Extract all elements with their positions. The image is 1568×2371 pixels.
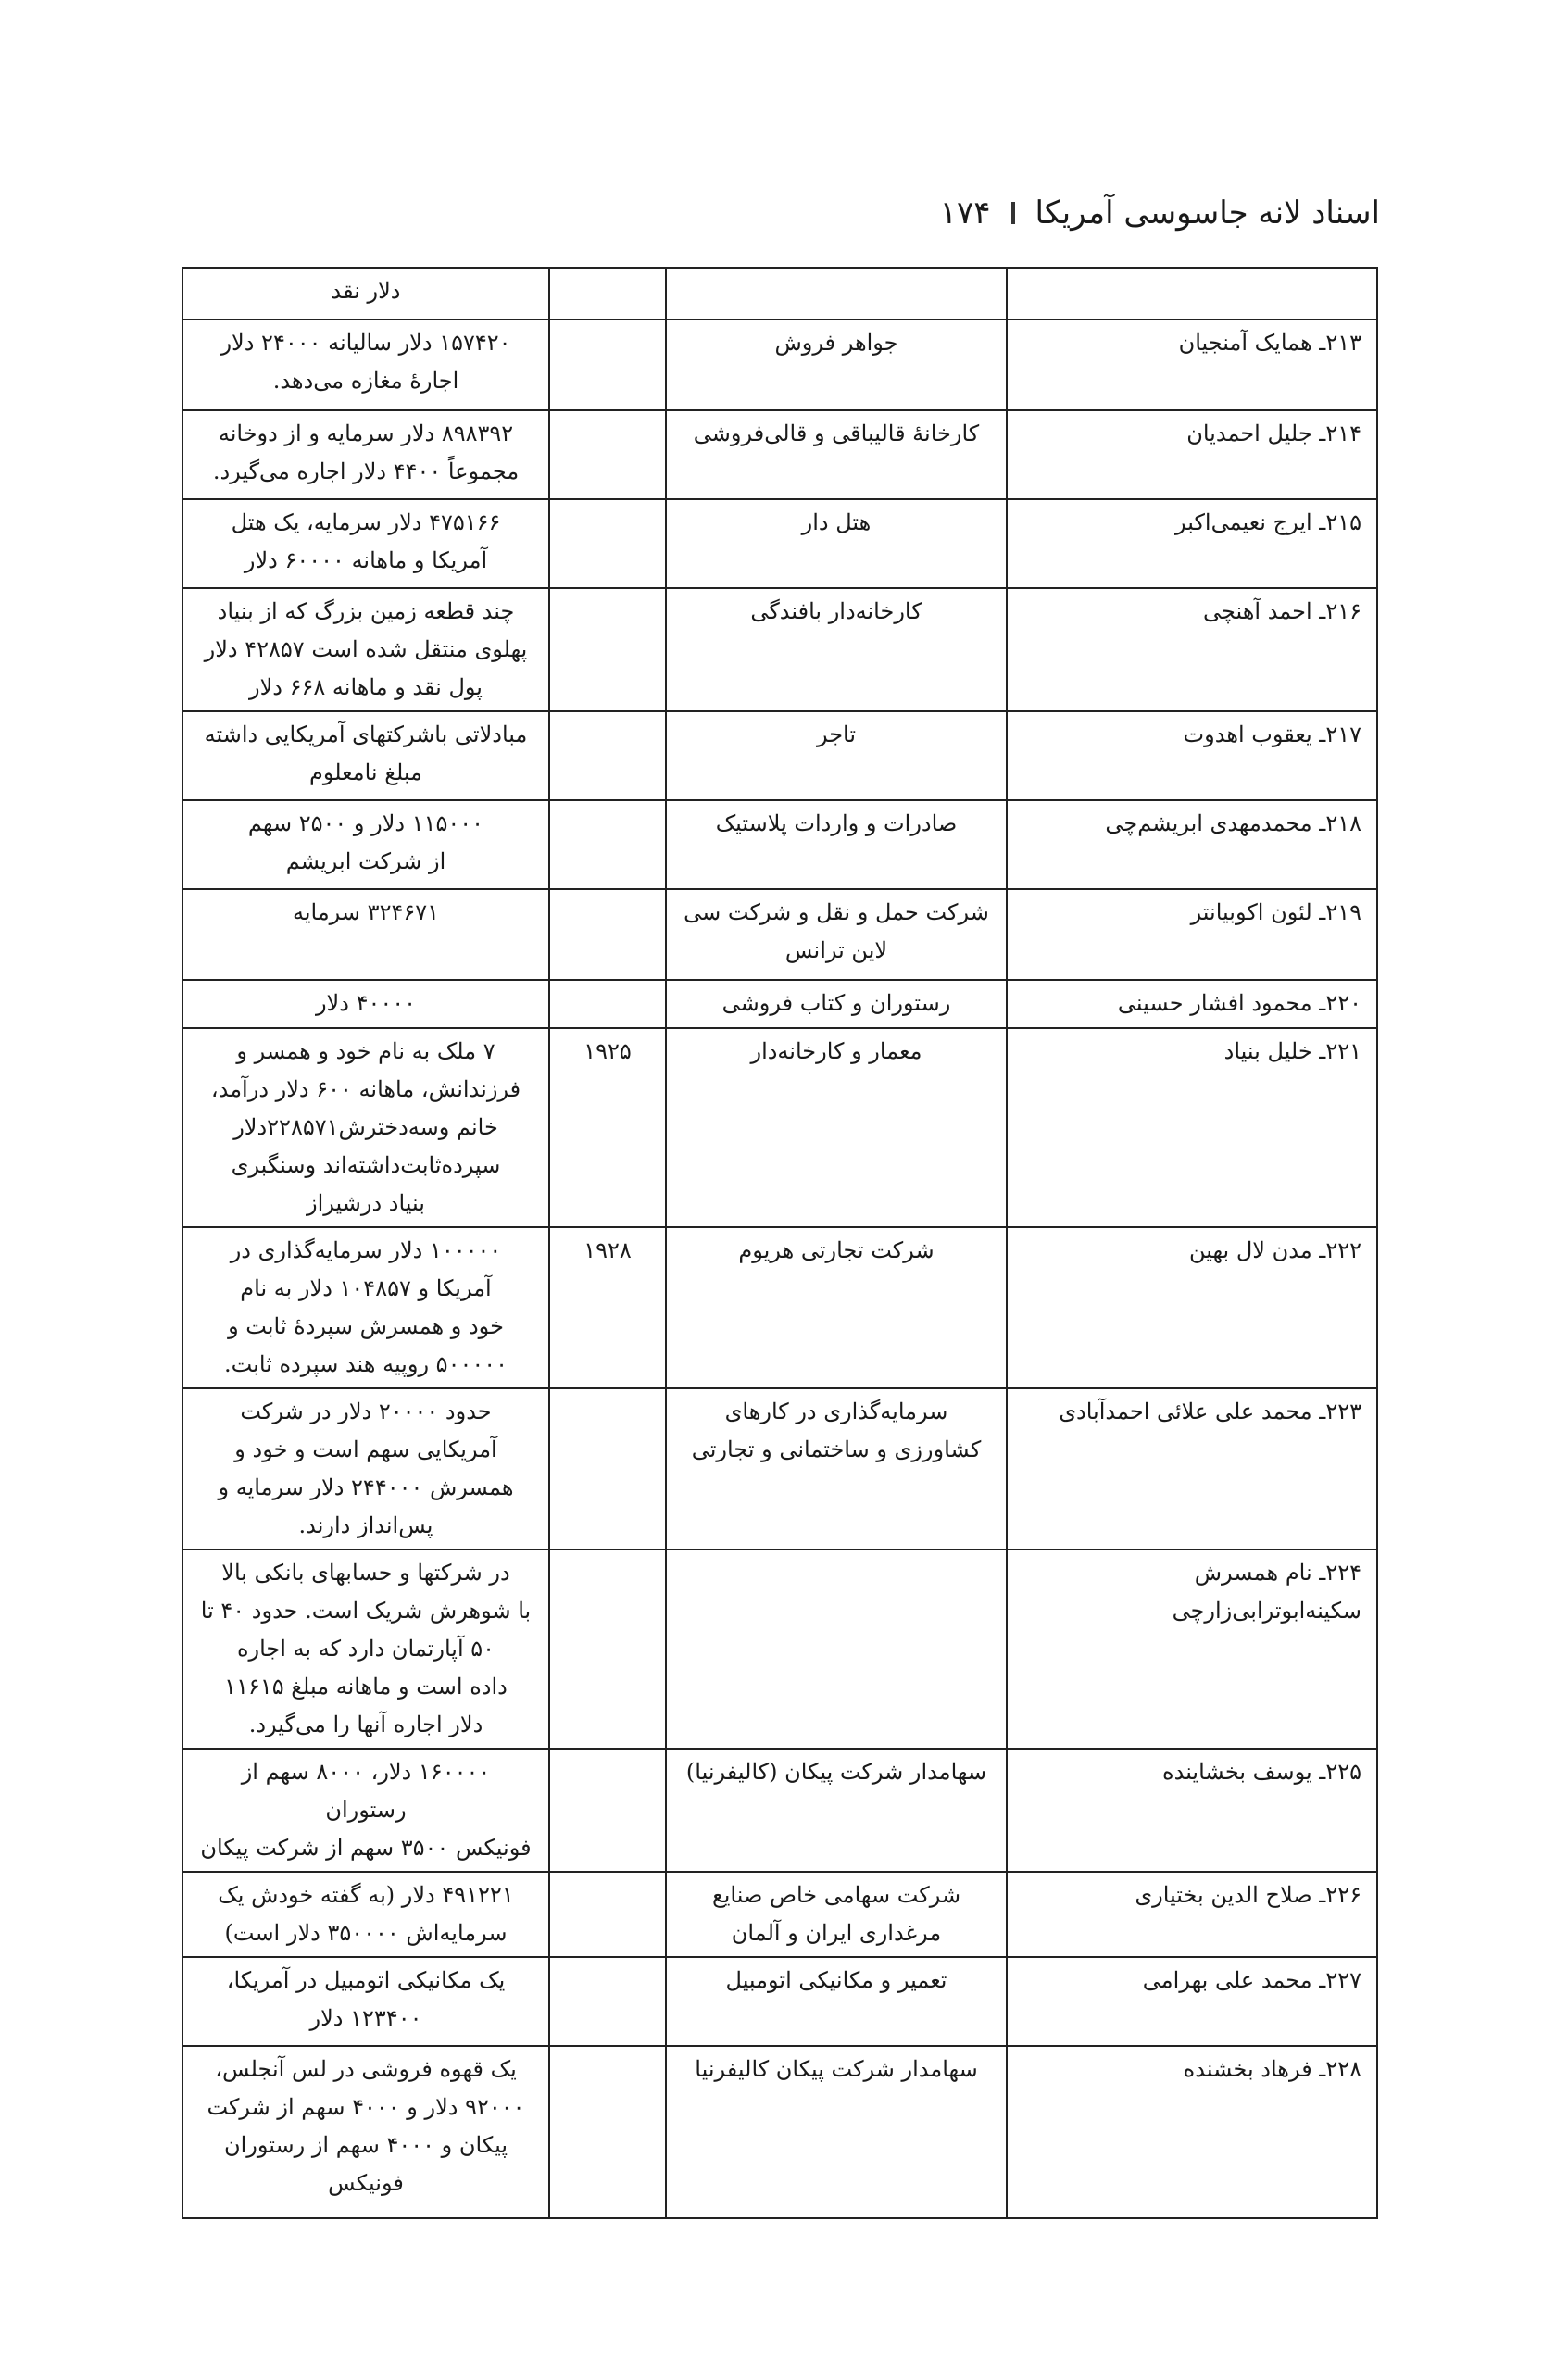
assets-line: پهلوی منتقل شده است ۴۲۸۵۷ دلار [204, 636, 528, 662]
table-row [182, 889, 1377, 980]
occupation-line: تاجر [816, 721, 857, 747]
year-cell [549, 1749, 666, 1872]
occupation-cell [666, 410, 1007, 499]
year-cell [549, 268, 666, 320]
occupation-cell [666, 588, 1007, 711]
table-row [182, 1227, 1377, 1388]
assets-line: یک مکانیکی اتومبیل در آمریکا، [226, 1967, 506, 1993]
name-cell: ۲۱۵ـ ایرج نعیمی‌اکبر [1007, 499, 1377, 588]
occupation-line: مرغداری ایران و آلمان [731, 1920, 942, 1946]
name-cell: ۲۲۸ـ فرهاد بخشنده [1007, 2046, 1377, 2218]
assets-cell: دلار نقد [182, 268, 549, 320]
assets-cell [182, 499, 549, 588]
assets-cell [182, 1388, 549, 1549]
table-row [182, 410, 1377, 499]
occupation-cell [666, 1028, 1007, 1227]
occupation-cell [666, 889, 1007, 980]
occupation-line: سرمایه‌گذاری در کارهای [724, 1399, 948, 1424]
assets-cell [182, 410, 549, 499]
name-cell: ۲۲۶ـ صلاح الدین بختیاری [1007, 1872, 1377, 1957]
assets-line: اجارهٔ مغازه می‌دهد. [272, 368, 459, 394]
occupation-line: لاین ترانس [784, 937, 888, 963]
year-cell [549, 1549, 666, 1749]
name-cell: ۲۱۹ـ لئون اکوبیانتر [1007, 889, 1377, 980]
assets-line: بنیاد درشیراز [307, 1190, 425, 1216]
assets-line: ۳۲۴۶۷۱ سرمایه [292, 899, 440, 925]
assets-cell [182, 1227, 549, 1388]
name-cell: ۲۲۳ـ محمد علی علائی احمدآبادی [1007, 1388, 1377, 1549]
table-row [182, 980, 1377, 1028]
occupation-line: معمار و کارخانه‌دار [750, 1038, 922, 1064]
assets-cell [182, 2046, 549, 2218]
name-cell: ۲۲۰ـ محمود افشار حسینی [1007, 980, 1377, 1028]
name-cell: ۲۲۵ـ یوسف بخشاینده [1007, 1749, 1377, 1872]
year-cell [549, 980, 666, 1028]
assets-line: ۴۰۰۰۰ دلار [315, 990, 417, 1016]
occupation-line: سهامدار شرکت پیکان کالیفرنیا [695, 2056, 978, 2082]
table-row [182, 2046, 1377, 2218]
name-cell: ۲۱۸ـ محمدمهدی ابریشم‌چی [1007, 800, 1377, 889]
occupation-cell [666, 1872, 1007, 1957]
assets-line: فونیکس [328, 2170, 404, 2196]
assets-line: همسرش ۲۴۴۰۰۰ دلار سرمایه و [218, 1474, 514, 1500]
occupation-line: شرکت سهامی خاص صنایع [711, 1882, 961, 1908]
occupation-cell [666, 800, 1007, 889]
assets-line: ۱۱۵۰۰۰ دلار و ۲۵۰۰ سهم [247, 810, 484, 836]
year-cell [549, 800, 666, 889]
assets-line: ۴۹۱۲۲۱ دلار (به گفته خودش یک [218, 1882, 514, 1908]
assets-line: فرزندانش، ماهانه ۶۰۰ دلار درآمد، [210, 1076, 521, 1102]
assets-line: ۴۷۵۱۶۶ دلار سرمایه، یک هتل [231, 509, 501, 535]
name-cell: ۲۱۶ـ احمد آهنچی [1007, 588, 1377, 711]
occupation-line: کارخانهٔ قالیباقی و قالی‌فروشی [693, 420, 980, 446]
assets-cell [182, 711, 549, 800]
assets-cell [182, 588, 549, 711]
name-cell: ۲۱۴ـ جلیل احمدیان [1007, 410, 1377, 499]
assets-line: ۱۶۰۰۰۰ دلار، ۸۰۰۰ سهم از [241, 1759, 491, 1785]
table-row [182, 1749, 1377, 1872]
assets-line: مبلغ نامعلوم [308, 759, 423, 785]
assets-line: پس‌انداز دارند. [298, 1512, 433, 1538]
assets-cell [182, 800, 549, 889]
assets-line: چند قطعه زمین بزرگ که از بنیاد [217, 598, 515, 624]
table-row-top [182, 268, 1377, 320]
occupation-line: صادرات و واردات پلاستیک [715, 810, 958, 836]
assets-line: حدود ۲۰۰۰۰ دلار در شرکت [240, 1399, 492, 1424]
assets-cell [182, 1549, 549, 1749]
occupation-line: هتل دار [801, 509, 872, 535]
page-header [939, 185, 1380, 241]
assets-line: ۵۰۰۰۰۰ روپیه هند سپرده ثابت. [223, 1351, 508, 1377]
assets-line: آمریکا و ۱۰۴۸۵۷ دلار به نام [240, 1275, 492, 1301]
year-cell [549, 1957, 666, 2046]
assets-line: داده است و ماهانه مبلغ ۱۱۶۱۵ [224, 1674, 508, 1700]
table-row [182, 1388, 1377, 1549]
assets-cell [182, 1957, 549, 2046]
assets-line: خانم وسه‌دخترش۲۲۸۵۷۱دلار [233, 1114, 498, 1140]
name-cell: ۲۲۲ـ مدن لال بهین [1007, 1227, 1377, 1388]
table-row [182, 1957, 1377, 2046]
assets-cell [182, 889, 549, 980]
assets-line: دلار اجاره آنها را می‌گیرد. [248, 1712, 483, 1737]
assets-line: آمریکا و ماهانه ۶۰۰۰۰ دلار [244, 547, 488, 573]
assets-line: سرمایه‌اش ۳۵۰۰۰۰ دلار است) [224, 1920, 508, 1946]
table-row [182, 1872, 1377, 1957]
table-row [182, 711, 1377, 800]
assets-line: با شوهرش شریک است. حدود ۴۰ تا [200, 1598, 532, 1624]
occupation-cell [666, 1957, 1007, 2046]
occupation-cell [666, 711, 1007, 800]
table-row [182, 800, 1377, 889]
occupation-cell [666, 1388, 1007, 1549]
occupation-cell [666, 2046, 1007, 2218]
assets-line: خود و همسرش سپردهٔ ثابت و [228, 1313, 504, 1339]
year-cell [549, 588, 666, 711]
assets-line: پیکان و ۴۰۰۰ سهم از رستوران [223, 2132, 508, 2158]
occupation-line: سهامدار شرکت پیکان (کالیفرنیا) [685, 1759, 987, 1785]
year-cell: ۱۹۲۸ [549, 1227, 666, 1388]
name-cell: ۲۲۷ـ محمد علی بهرامی [1007, 1957, 1377, 2046]
assets-line: در شرکتها و حسابهای بانکی بالا [221, 1560, 510, 1586]
year-cell [549, 711, 666, 800]
occupation-cell [666, 1749, 1007, 1872]
year-cell [549, 1388, 666, 1549]
table-row [182, 1549, 1377, 1749]
year-cell [549, 2046, 666, 2218]
assets-cell [182, 1872, 549, 1957]
records-body [182, 268, 1377, 2218]
document-icon [1011, 202, 1015, 224]
assets-line: ۸۹۸۳۹۲ دلار سرمایه و از دوخانه [218, 420, 514, 446]
occupation-cell [666, 1227, 1007, 1388]
assets-line: از شرکت ابریشم [285, 848, 446, 874]
assets-line: ۷ ملک به نام خود و همسر و [236, 1038, 495, 1064]
name-cell: ۲۲۴ـ نام همسرش سکینه‌ابوترابی‌زارچی [1007, 1549, 1377, 1749]
assets-line: فونیکس ۳۵۰۰ سهم از شرکت پیکان [200, 1835, 532, 1861]
occupation-line: شرکت تجارتی هریوم [738, 1237, 935, 1263]
assets-line: ۹۲۰۰۰ دلار و ۴۰۰۰ سهم از شرکت [207, 2094, 525, 2120]
year-cell [549, 1872, 666, 1957]
name-cell: ۲۲۱ـ خلیل بنیاد [1007, 1028, 1377, 1227]
assets-line: پول نقد و ماهانه ۶۶۸ دلار [249, 674, 483, 700]
occupation-cell [666, 1549, 1007, 1749]
year-cell: ۱۹۲۵ [549, 1028, 666, 1227]
occupation-line: کشاورزی و ساختمانی و تجارتی [691, 1436, 982, 1462]
year-cell [549, 320, 666, 410]
occupation-cell [666, 980, 1007, 1028]
occupation-cell [666, 320, 1007, 410]
assets-line: مجموعاً ۴۴۰۰ دلار اجاره می‌گیرد. [212, 458, 520, 484]
year-cell [549, 499, 666, 588]
assets-line: ۱۵۷۴۲۰ دلار سالیانه ۲۴۰۰۰ دلار [220, 330, 511, 356]
assets-line: ۵۰ آپارتمان دارد که به اجاره [236, 1636, 495, 1662]
page-number: ۱۷۴ [939, 194, 991, 232]
occupation-line: رستوران و کتاب فروشی [721, 990, 951, 1016]
occupation-cell [666, 268, 1007, 320]
occupation-line: جواهر فروش [774, 330, 898, 356]
records-table [182, 267, 1378, 2219]
assets-line: رستوران [325, 1797, 407, 1823]
assets-cell [182, 320, 549, 410]
year-cell [549, 889, 666, 980]
assets-line: سپرده‌ثابت‌داشته‌اند وسنگبری [231, 1152, 501, 1178]
page-title: اسناد لانه جاسوسی آمریکا [1035, 194, 1380, 232]
assets-line: ۱۰۰۰۰۰ دلار سرمایه‌گذاری در [230, 1237, 502, 1263]
table-row [182, 499, 1377, 588]
assets-cell [182, 980, 549, 1028]
assets-line: ۱۲۳۴۰۰ دلار [309, 2005, 422, 2031]
assets-line: آمریکایی سهم است و خود و [234, 1436, 497, 1462]
assets-line: مبادلاتی باشرکتهای آمریکایی داشته [204, 721, 528, 747]
name-cell: ۲۱۳ـ همایک آمنجیان [1007, 320, 1377, 410]
assets-cell [182, 1749, 549, 1872]
occupation-cell [666, 499, 1007, 588]
table-row [182, 588, 1377, 711]
name-cell [1007, 268, 1377, 320]
assets-line: یک قهوه فروشی در لس آنجلس، [215, 2056, 517, 2082]
name-cell: ۲۱۷ـ یعقوب اهدوت [1007, 711, 1377, 800]
year-cell [549, 410, 666, 499]
occupation-line: تعمیر و مکانیکی اتومبیل [725, 1967, 947, 1993]
assets-cell [182, 1028, 549, 1227]
occupation-line: کارخانه‌دار بافندگی [750, 598, 922, 624]
table-row [182, 320, 1377, 410]
table-row [182, 1028, 1377, 1227]
occupation-line: شرکت حمل و نقل و شرکت سی [684, 899, 989, 925]
